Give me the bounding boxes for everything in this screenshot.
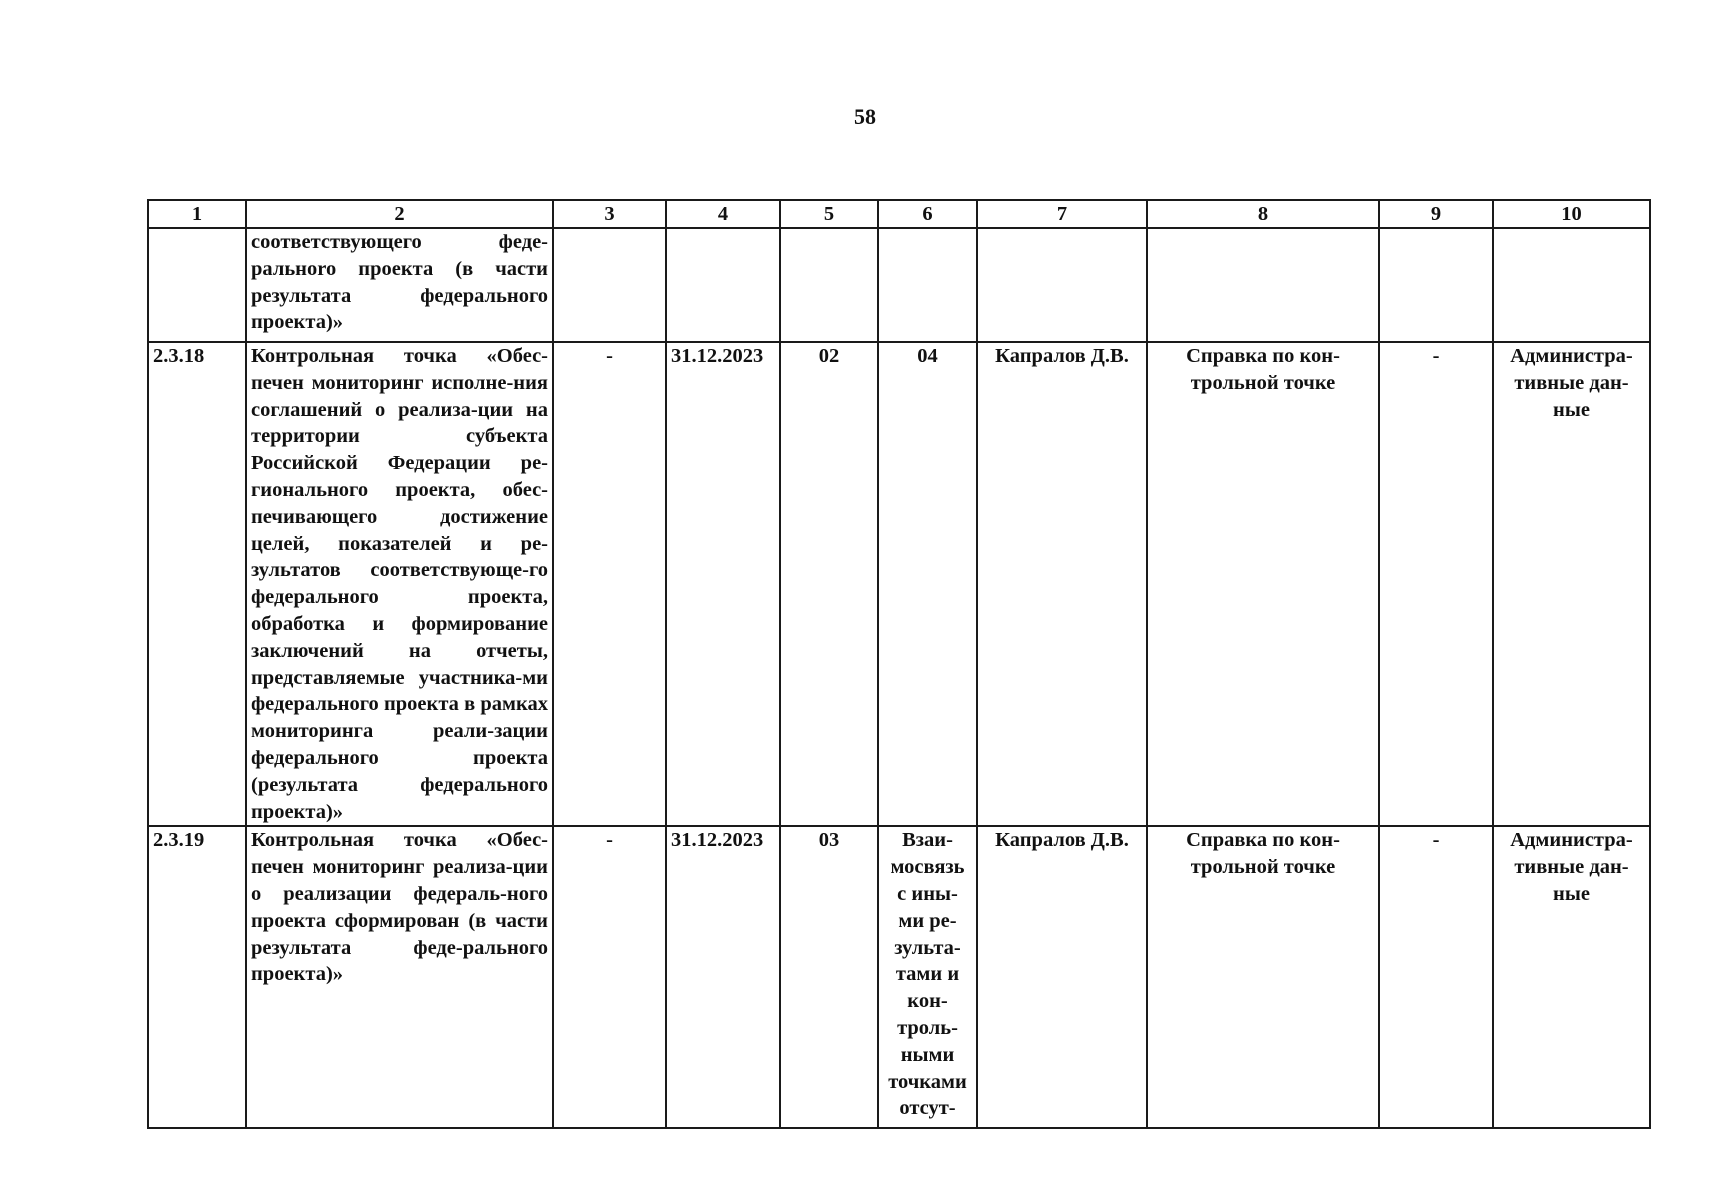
source-cell: Администра-тивные дан-ные	[1493, 342, 1650, 826]
col9-cell	[1379, 228, 1493, 342]
col6-line: тами и	[895, 963, 960, 986]
document-cell	[1147, 228, 1379, 342]
col3-cell	[553, 228, 666, 342]
page-number: 58	[854, 104, 876, 129]
col6-line: отсут-	[899, 1097, 956, 1120]
col3-cell: -	[553, 342, 666, 826]
column-header-3: 3	[553, 200, 666, 228]
table-row	[148, 228, 1650, 342]
table-row	[148, 826, 1650, 1128]
header-row	[148, 200, 1650, 228]
row-number-cell: 2.3.18	[148, 342, 246, 826]
document-cell: Справка по кон-трольной точке	[1147, 342, 1379, 826]
col3-cell: -	[553, 826, 666, 1128]
column-header-7: 7	[977, 200, 1147, 228]
column-header-9: 9	[1379, 200, 1493, 228]
column-header-2: 2	[246, 200, 553, 228]
source-cell: Администра-тивные дан-ные	[1493, 826, 1650, 1128]
col5-cell	[780, 228, 878, 342]
date-cell: 31.12.2023	[666, 342, 780, 826]
row-number-cell	[148, 228, 246, 342]
col9-cell: -	[1379, 342, 1493, 826]
column-header-4: 4	[666, 200, 780, 228]
col5-cell: 02	[780, 342, 878, 826]
column-header-5: 5	[780, 200, 878, 228]
description-cell: соответствующего феде-ральноro проекта (в части результата федерального проекта)»	[246, 228, 553, 342]
col6-line: троль-	[897, 1016, 958, 1039]
description-cell: Контрольная точка «Обес-печен мониторинг исполне-ния соглашений о реализа-ции на территории субъекта Российской Федерации ре-гионального проекта, обес-печивающего достижение целей, показателей и ре-зультатов соответствующе-го федерального проекта, обработка и формирование заключений на отчеты, представляемые участника-ми федерального проекта в рамках мониторинга реали-зации федерального проекта (результата федерального проекта)»	[246, 342, 553, 826]
col6-line: с ины-	[897, 882, 958, 905]
col6-cell: 04	[878, 342, 977, 826]
col6-cell	[878, 826, 977, 1128]
table-row	[148, 342, 1650, 826]
col6-line: кон-	[907, 990, 948, 1013]
col6-cell	[878, 228, 977, 342]
responsible-cell: Капралов Д.В.	[977, 342, 1147, 826]
control-points-table	[147, 199, 1651, 1129]
column-header-10: 10	[1493, 200, 1650, 228]
col9-cell: -	[1379, 826, 1493, 1128]
responsible-cell: Капралов Д.В.	[977, 826, 1147, 1128]
col6-line: точками	[888, 1070, 967, 1093]
col6-line: Взаи-	[902, 829, 953, 852]
description-cell: Контрольная точка «Обес-печен мониторинг реализа-ции о реализации федераль-ного проекта сформирован (в части результата феде-рального проекта)»	[246, 826, 553, 1128]
source-cell	[1493, 228, 1650, 342]
col6-line: ными	[900, 1043, 955, 1066]
document-cell: Справка по кон-трольной точке	[1147, 826, 1379, 1128]
column-header-6: 6	[878, 200, 977, 228]
row-number-cell: 2.3.19	[148, 826, 246, 1128]
column-header-1: 1	[148, 200, 246, 228]
column-header-8: 8	[1147, 200, 1379, 228]
date-cell: 31.12.2023	[666, 826, 780, 1128]
responsible-cell	[977, 228, 1147, 342]
col6-line: зульта-	[894, 936, 961, 959]
col5-cell: 03	[780, 826, 878, 1128]
date-cell	[666, 228, 780, 342]
col6-line: ми ре-	[898, 909, 957, 932]
col6-line: мосвязь	[890, 856, 965, 879]
